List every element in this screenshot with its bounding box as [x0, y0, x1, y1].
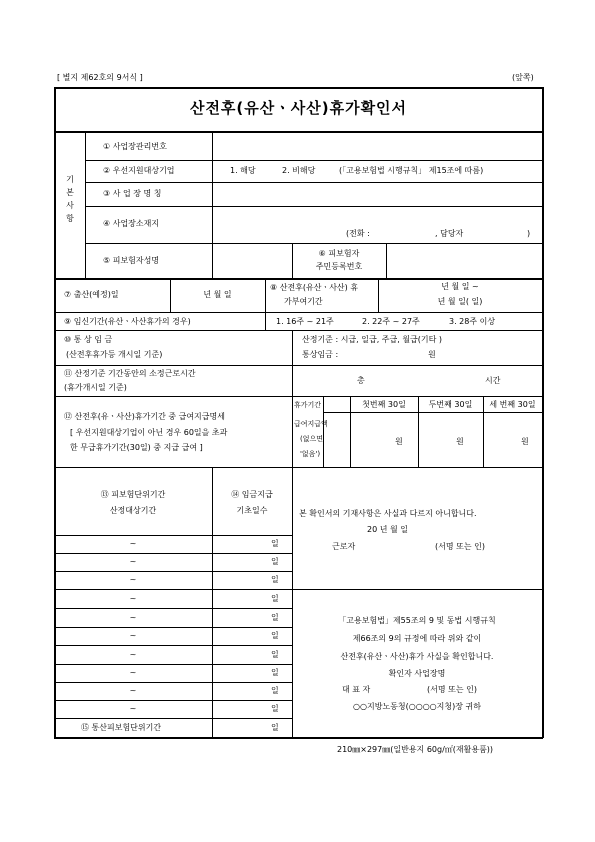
rule [54, 608, 292, 609]
resident-number-label-2: 주민등록번호 [315, 262, 363, 271]
rule [265, 278, 266, 312]
rule [54, 396, 543, 397]
second-30-won: 원 [456, 437, 464, 446]
basic-section-label [63, 173, 77, 225]
rule [54, 535, 292, 536]
work-hours-total: 총 [357, 376, 365, 385]
period-day-unit: 일 [271, 575, 279, 584]
period-tilde: ~ [129, 557, 137, 566]
third-30-won: 원 [521, 437, 529, 446]
period-tilde: ~ [129, 613, 137, 622]
period-tilde: ~ [129, 594, 137, 603]
period-tilde: ~ [129, 668, 137, 677]
ordinary-wage-label-1: ⑩ 통 상 임 금 [64, 335, 113, 344]
rule [54, 645, 292, 646]
period-tilde: ~ [129, 704, 137, 713]
ordinary-wage-field-label: 통상임금 : [302, 350, 339, 359]
period-tilde: ~ [129, 686, 137, 695]
rule [212, 131, 213, 278]
confirm-date: 20 년 월 일 [367, 525, 408, 534]
label-char: 항 [66, 214, 74, 223]
addressee-line: ○○지방노동청(○○○○지청)장 귀하 [353, 702, 481, 711]
period-day-unit: 일 [271, 668, 279, 677]
payment-detail-label-3: 한 무급휴가기간(30일) 중 지급 급여 ] [70, 443, 203, 452]
first-30-won: 원 [395, 437, 403, 446]
work-hours-unit: 시간 [485, 376, 501, 385]
insured-name-label: ⑤ 피보험자성명 [103, 256, 160, 265]
legal-line-4: 확인자 사업장명 [388, 669, 446, 678]
pregnancy-option-2[interactable]: 2. 22주 ~ 27주 [362, 317, 420, 326]
form-number: [ 별지 제62호의 9서식 ] [57, 73, 143, 82]
priority-option-no[interactable]: 2. 비해당 [282, 166, 316, 175]
rule [85, 160, 543, 161]
rule [54, 467, 543, 468]
business-name-label: ③ 사 업 장 명 칭 [103, 189, 162, 198]
ordinary-wage-label-2: (산전후휴가등 개시일 기준) [66, 350, 163, 359]
rule [54, 700, 292, 701]
payment-detail-label-1: ⑫ 산전후(유ㆍ사산)휴가기간 중 급여지급명세 [64, 412, 225, 421]
leave-period-label-2: 가부여기간 [284, 297, 323, 306]
rule [54, 718, 292, 719]
business-number-label: ① 사업장관리번호 [103, 142, 167, 151]
worker-label: 근로자 [332, 542, 356, 551]
representative-label: 대 표 자 [342, 685, 371, 694]
payment-detail-label-2: [ 우선지원대상기업이 아닌 경우 60일을 초과 [70, 428, 228, 437]
priority-note: (「고용보험법 시행규칙」 제15조에 따름) [339, 166, 484, 175]
rule [54, 330, 543, 331]
label-char: 기 [66, 175, 74, 184]
rule [54, 627, 292, 628]
rule [54, 365, 543, 366]
wage-days-header-1: ⑭ 임금지급 [231, 490, 273, 499]
pregnancy-period-label: ⑨ 임신기간(유산ㆍ사산휴가의 경우) [64, 317, 191, 326]
pregnancy-option-1[interactable]: 1. 16주 ~ 21주 [276, 317, 334, 326]
rule [54, 553, 292, 554]
due-date-label: ⑦ 출산(예정)일 [64, 290, 119, 299]
period-day-unit: 일 [271, 686, 279, 695]
leave-period-to[interactable]: 년 월 일( 일) [437, 297, 483, 306]
resident-number-label-1: ⑥ 피보험자 [318, 249, 360, 258]
priority-option-yes[interactable]: 1. 해당 [230, 166, 256, 175]
period-day-unit: 일 [271, 557, 279, 566]
first-30-days-header: 첫번째 30일 [362, 400, 406, 409]
rule [85, 131, 86, 278]
second-30-days-header: 두번째 30일 [428, 400, 473, 409]
rule [54, 682, 292, 683]
leave-period-col-header: 휴가기간 [293, 401, 322, 409]
period-day-unit: 일 [271, 594, 279, 603]
frame-bottom [54, 737, 543, 739]
leave-period-label-1: ⑧ 산전후(유산ㆍ사산) 휴 [270, 283, 359, 292]
legal-line-1: 「고용보험법」제55조의 9 및 동법 시행규칙 [338, 616, 496, 625]
period-tilde: ~ [129, 539, 137, 548]
period-tilde: ~ [129, 631, 137, 640]
label-char: 본 [66, 188, 74, 197]
representative-signature: (서명 또는 인) [427, 685, 477, 694]
period-day-unit: 일 [271, 704, 279, 713]
total-insured-period-label: ⑮ 통산피보험단위기간 [81, 723, 162, 732]
contact-person-label: , 담당자 [435, 229, 464, 238]
ordinary-wage-unit: 원 [428, 350, 436, 359]
rule [386, 243, 387, 278]
wage-basis-text: 산정기준 : 시급, 일급, 주급, 월급(기타 ) [302, 335, 443, 344]
leave-period-from[interactable]: 년 월 일 ~ [441, 282, 479, 291]
payment-amount-label-3: '없음') [300, 450, 321, 458]
rule [54, 571, 292, 572]
rule [323, 396, 324, 467]
address-close-paren: ) [527, 229, 531, 238]
rule [54, 312, 543, 313]
page-side-label: (앞쪽) [512, 73, 534, 82]
rule [54, 278, 543, 280]
work-hours-label-2: (휴가개시일 기준) [64, 383, 127, 392]
worker-signature: (서명 또는 인) [435, 542, 485, 551]
total-day-unit: 일 [271, 723, 279, 732]
paper-spec-footer: 210㎜×297㎜(일반용지 60g/㎡(재활용품)) [337, 745, 494, 754]
work-hours-label-1: ⑪ 산정기준 기간동안의 소정근로시간 [64, 369, 196, 378]
rule [54, 664, 292, 665]
rule [292, 467, 293, 737]
insured-period-header-1: ⑬ 피보험단위기간 [100, 490, 166, 499]
rule [85, 182, 543, 183]
label-char: 사 [66, 201, 74, 210]
insured-period-header-2: 산정대상기간 [109, 506, 157, 515]
confirm-statement: 본 확인서의 기재사항은 사실과 다르지 아니합니다. [299, 509, 477, 518]
period-tilde: ~ [129, 575, 137, 584]
legal-line-2: 제66조의 9의 규정에 따라 위와 같이 [352, 634, 482, 643]
period-day-unit: 일 [271, 650, 279, 659]
frame-top [54, 87, 543, 89]
period-day-unit: 일 [271, 539, 279, 548]
period-day-unit: 일 [271, 631, 279, 640]
phone-label: (전화 : [346, 229, 370, 238]
rule [54, 131, 543, 133]
period-tilde: ~ [129, 650, 137, 659]
business-address-label: ④ 사업장소재지 [103, 219, 160, 228]
rule [85, 206, 543, 207]
page-title: 산전후(유산ㆍ사산)휴가확인서 [189, 99, 408, 117]
rule [323, 412, 543, 413]
wage-days-header-2: 기초일수 [236, 506, 268, 515]
period-day-unit: 일 [271, 613, 279, 622]
rule [292, 330, 293, 467]
pregnancy-option-3[interactable]: 3. 28주 이상 [449, 317, 496, 326]
payment-amount-label-1: 급여지급액 [294, 420, 328, 428]
legal-line-3: 산전후(유산ㆍ사산)휴가 사실을 확인합니다. [340, 652, 494, 661]
rule [265, 312, 266, 330]
payment-amount-label-2: (없으면 [300, 435, 324, 443]
third-30-days-header: 세 번째 30일 [489, 400, 536, 409]
due-date-value[interactable]: 년 월 일 [203, 290, 232, 299]
priority-company-label: ② 우선지원대상기업 [103, 166, 175, 175]
rule [85, 243, 543, 244]
rule [54, 589, 543, 590]
